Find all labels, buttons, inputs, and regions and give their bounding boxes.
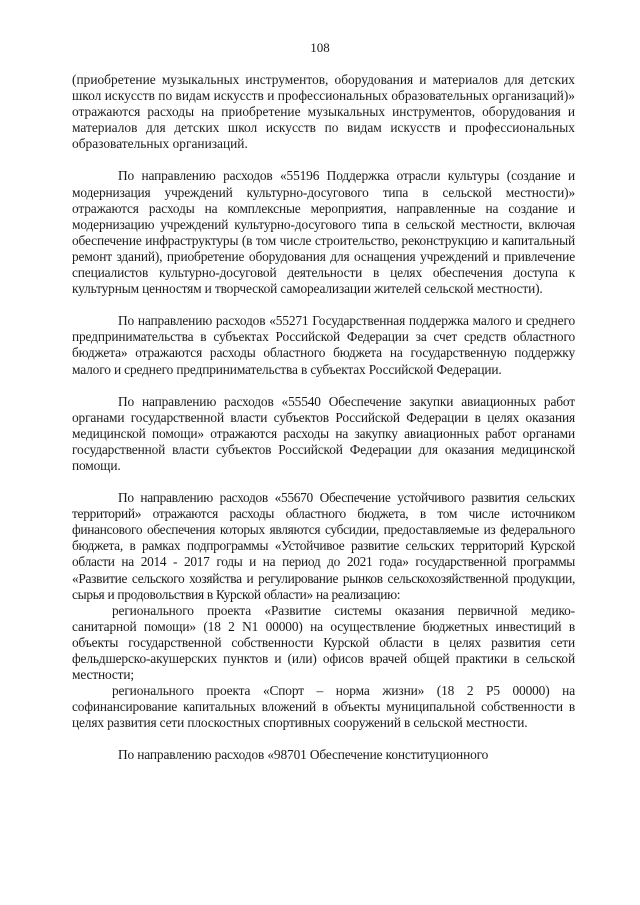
paragraph-55670: По направлению расходов «55670 Обеспечение устойчивого развития сельских территорий» отражаются расходы областного бюджета, в том числе источником финансового обеспечения которых являются субсидии, предоставляемые из федерального бюджета, в рамках подпрограммы «Устойчивое развитие сельских территорий Курской области на 2014 - 2017 годы и на период до 2021 года» государственной программы «Развитие сельского хозяйства и регулирование рынков сельскохозяйственной продукции, сырья и продовольствия в Курской области» на реализацию: [72, 490, 575, 602]
paragraph-55271: По направлению расходов «55271 Государственная поддержка малого и среднего предпринимательства в субъектах Российской Федерации за счет средств областного бюджета» отражаются расходы областного бюджета на государственную поддержку малого и среднего предпринимательства в субъектах Российской Федерации. [72, 313, 575, 377]
paragraph-98701: По направлению расходов «98701 Обеспечение конституционного [118, 747, 489, 763]
document-body [72, 72, 575, 764]
paragraph-regional-project-p5: регионального проекта «Спорт – норма жизни» (18 2 P5 00000) на софинансирование капитальных вложений в объекты муниципальной собственности в целях развития сети плоскостных спортивных сооружений в сельской местности. [72, 683, 575, 731]
paragraph-55540: По направлению расходов «55540 Обеспечение закупки авиационных работ органами государственной власти субъектов Российской Федерации в целях оказания медицинской помощи» отражаются расходы на закупку авиационных работ органами государственной власти субъектов Российской Федерации для оказания медицинской помощи. [72, 393, 575, 473]
paragraph-55196: По направлению расходов «55196 Поддержка отрасли культуры (создание и модернизация учреждений культурно-досугового типа в сельской местности)» отражаются расходы на комплексные мероприятия, направленные на создание и модернизацию учреждений культурно-досугового типа в сельской местности, включая обеспечение инфраструктуры (в том числе строительство, реконструкцию и капитальный ремонт зданий), приобретение оборудования для оснащения учреждений и привлечение специалистов культурно-досуговой деятельности в целях обеспечения доступа к культурным ценностям и творческой самореализации жителей сельской местности). [72, 168, 575, 297]
paragraph-continuation: (приобретение музыкальных инструментов, оборудования и материалов для детских школ искусств по видам искусств и профессиональных образовательных организаций)» отражаются расходы на приобретение музыкальных инструментов, оборудования и материалов для детских школ искусств по видам искусств и профессиональных образовательных организаций. [72, 72, 575, 152]
page-number: 108 [310, 40, 330, 55]
paragraph-regional-project-n1: регионального проекта «Развитие системы оказания первичной медико-санитарной помощи» (18 2 N1 00000) на осуществление бюджетных инвестиций в объекты государственной собственности Курской области в целях развития сети фельдшерско-акушерских пунктов и (или) офисов врачей общей практики в сельской местности; [72, 602, 575, 683]
